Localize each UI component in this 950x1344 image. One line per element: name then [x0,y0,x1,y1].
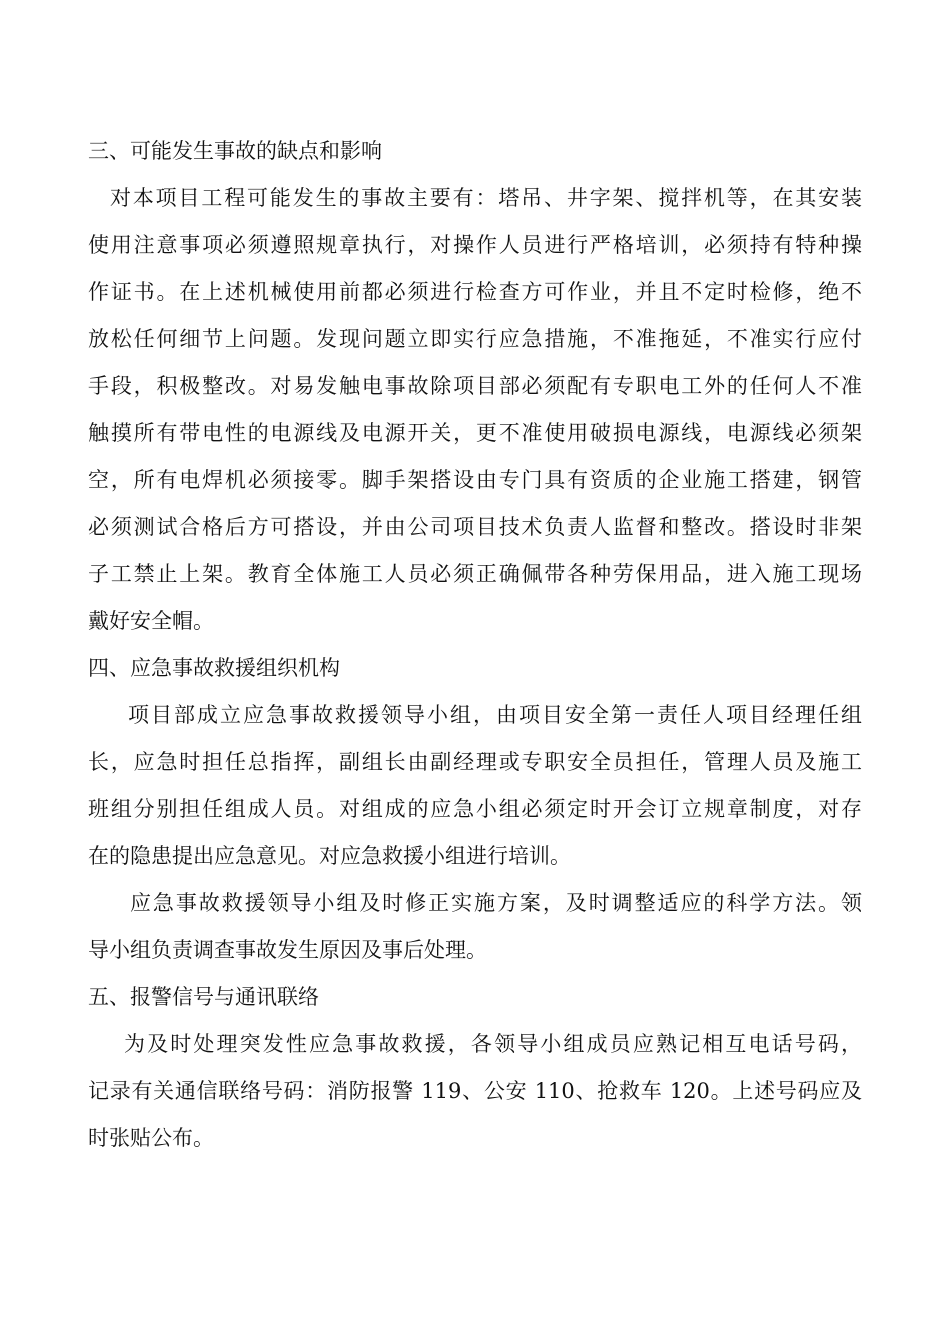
section-3-paragraph [88,175,862,645]
section-4-heading: 四、应急事故救援组织机构 [88,656,340,680]
paragraph-line: 时张贴公布。 [88,1126,214,1150]
paragraph-line: 触摸所有带电性的电源线及电源开关，更不准使用破损电源线，电源线必须架 [88,421,862,445]
paragraph-line: 对本项目工程可能发生的事故主要有：塔吊、井字架、搅拌机等，在其安装 [110,186,862,210]
section-5-paragraph [88,1021,862,1162]
paragraph-line: 长，应急时担任总指挥，副组长由副经理或专职安全员担任，管理人员及施工 [88,750,862,774]
paragraph-line: 放松任何细节上问题。发现问题立即实行应急措施，不准拖延，不准实行应付 [88,327,862,351]
paragraph-line: 必须测试合格后方可搭设，并由公司项目技术负责人监督和整改。搭设时非架 [88,515,862,539]
paragraph-line: 在的隐患提出应急意见。对应急救援小组进行培训。 [88,844,571,868]
paragraph-line: 记录有关通信联络号码：消防报警 119、公安 110、抢救车 120。上述号码应及 [88,1079,862,1103]
section-3-heading: 三、可能发生事故的缺点和影响 [88,139,382,163]
paragraph-line: 戴好安全帽。 [88,609,214,633]
paragraph-line: 作证书。在上述机械使用前都必须进行检查方可作业，并且不定时检修，绝不 [88,280,862,304]
paragraph-line: 项目部成立应急事故救援领导小组，由项目安全第一责任人项目经理任组 [128,703,862,727]
paragraph-line: 使用注意事项必须遵照规章执行，对操作人员进行严格培训，必须持有特种操 [88,233,862,257]
paragraph-line: 为及时处理突发性应急事故救援，各领导小组成员应熟记相互电话号码， [124,1032,862,1056]
paragraph-line: 手段，积极整改。对易发触电事故除项目部必须配有专职电工外的任何人不准 [88,374,862,398]
paragraph-line: 空，所有电焊机必须接零。脚手架搭设由专门具有资质的企业施工搭建，钢管 [88,468,862,492]
section-4-paragraph-2 [88,880,862,974]
paragraph-line: 班组分别担任组成人员。对组成的应急小组必须定时开会订立规章制度，对存 [88,797,862,821]
document-page [88,128,862,1162]
section-5-heading: 五、报警信号与通讯联络 [88,985,319,1009]
section-4-paragraph-1 [88,692,862,880]
paragraph-line: 导小组负责调查事故发生原因及事后处理。 [88,938,487,962]
paragraph-line: 应急事故救援领导小组及时修正实施方案，及时调整适应的科学方法。领 [130,891,862,915]
paragraph-line: 子工禁止上架。教育全体施工人员必须正确佩带各种劳保用品，进入施工现场 [88,562,862,586]
